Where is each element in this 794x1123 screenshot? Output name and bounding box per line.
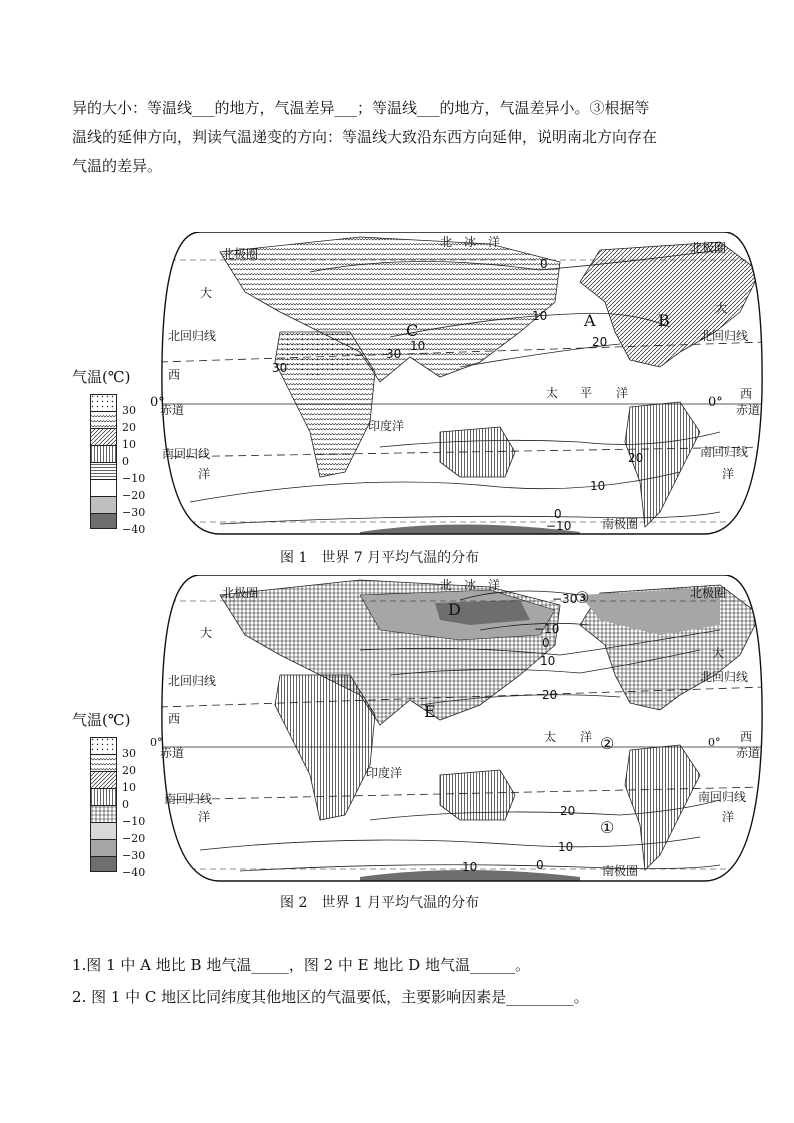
legend-title: 气温(℃) [72, 711, 131, 729]
label-point-a: A [584, 311, 596, 330]
label-ocean-left: 洋 [198, 467, 211, 481]
label-equator-left: 赤道 [160, 746, 185, 760]
label-arctic-circle-left: 北极圈 [222, 247, 259, 261]
label-arctic-circle-right: 北极圈 [690, 241, 727, 255]
isotherm-label: 0 [542, 636, 550, 650]
legend-swatch-column [90, 394, 118, 530]
legend-tick: 0 [122, 455, 129, 468]
label-atlantic-top: 大 [200, 286, 213, 300]
label-arctic-ocean: 北 冰 洋 [440, 235, 501, 249]
label-tropic-n-left: 北回归线 [168, 674, 217, 688]
label-arctic-circle-right: 北极圈 [690, 586, 727, 600]
legend-tick: −40 [122, 866, 146, 879]
label-circle-2: ② [600, 734, 615, 753]
label-tropic-s-left: 南回归线 [164, 792, 213, 806]
legend-tick: −20 [122, 832, 146, 845]
isotherm-label: 20 [560, 804, 576, 818]
world-map-july [160, 232, 766, 538]
label-point-b: B [658, 311, 670, 330]
world-map-january [160, 575, 766, 885]
isotherm-label: 0 [540, 257, 548, 271]
label-atlantic-right: 大 [712, 646, 725, 660]
label-point-e: E [424, 702, 436, 721]
legend-tick: 20 [122, 764, 136, 777]
figure-2 [72, 575, 761, 885]
isotherm-label: 0 [554, 507, 562, 521]
legend-swatches [90, 737, 118, 876]
label-degree-left: 0° [150, 736, 163, 749]
legend-tick: −20 [122, 489, 146, 502]
intro-paragraph [72, 94, 728, 181]
isotherm-label: 30 [386, 347, 402, 361]
label-degree-left: 0° [150, 395, 165, 410]
legend-tick: 0 [122, 798, 129, 811]
legend-tick: −10 [122, 815, 146, 828]
legend-tick: 10 [122, 438, 136, 451]
label-atlantic-top: 大 [200, 626, 213, 640]
legend-tick: −30 [122, 506, 146, 519]
isotherm-label: 10 [532, 309, 548, 323]
label-west-left: 西 [168, 712, 181, 726]
label-indian-ocean: 印度洋 [368, 419, 405, 433]
isotherm-label: 10 [540, 654, 556, 668]
label-atlantic-right: 大 [715, 301, 728, 315]
label-pacific-3: 洋 [616, 386, 629, 400]
label-ocean-right: 洋 [722, 810, 735, 824]
label-arctic-circle-left: 北极圈 [222, 586, 259, 600]
label-pacific-2: 洋 [580, 730, 593, 744]
label-arctic-ocean: 北 冰 洋 [440, 578, 501, 592]
intro-line-1: 异的大小：等温线___的地方，气温差异___；等温线___的地方，气温差异小。③根据等 [72, 99, 650, 117]
isotherm-label: 30 [272, 361, 288, 375]
label-pacific-1: 太 [546, 386, 559, 400]
label-point-d: D [448, 600, 461, 619]
isotherm-label: 0 [536, 858, 544, 872]
legend-tick: −10 [122, 472, 146, 485]
label-point-c: C [406, 321, 419, 340]
intro-line-2: 温线的延伸方向，判读气温递变的方向：等温线大致沿东西方向延伸，说明南北方向存在 [72, 128, 658, 146]
label-tropic-s-right: 南回归线 [700, 445, 749, 459]
label-west-right: 西 [740, 387, 753, 401]
legend-tick: −30 [122, 849, 146, 862]
isotherm-label: −10 [534, 622, 560, 636]
isotherm-label: 20 [628, 451, 644, 465]
label-equator-right: 赤道 [736, 746, 761, 760]
isotherm-label: 10 [590, 479, 606, 493]
label-indian-ocean: 印度洋 [366, 766, 403, 780]
figure-1 [72, 232, 761, 572]
label-antarctic-circle: 南极圈 [602, 517, 639, 531]
isotherm-label: 20 [592, 335, 608, 349]
label-equator-left: 赤道 [160, 403, 185, 417]
legend-tick: −40 [122, 523, 146, 536]
label-circle-1: ① [600, 818, 615, 837]
legend-tick: 30 [122, 404, 136, 417]
figure-1-caption: 图 1 世界 7 月平均气温的分布 [280, 550, 480, 566]
intro-line-3: 气温的差异。 [72, 157, 163, 175]
legend-2 [72, 709, 156, 879]
label-tropic-n-right: 北回归线 [700, 329, 749, 343]
label-tropic-s-left: 南回归线 [162, 447, 211, 461]
legend-swatch-column [90, 737, 118, 873]
isotherm-label: −30 [552, 592, 578, 606]
label-degree-right: 0° [708, 395, 723, 410]
legend-title: 气温(℃) [72, 368, 131, 386]
isotherm-label: 10 [462, 860, 478, 874]
question-1: 1.图 1 中 A 地比 B 地气温_____，图 2 中 E 地比 D 地气温______。 [72, 956, 530, 974]
label-tropic-s-right: 南回归线 [698, 790, 747, 804]
isotherm-label: 20 [542, 688, 558, 702]
legend-1 [72, 366, 156, 536]
legend-swatches [90, 394, 118, 533]
isotherm-label: 10 [410, 339, 426, 353]
label-tropic-n-right: 北回归线 [700, 670, 749, 684]
label-ocean-left: 洋 [198, 810, 211, 824]
legend-tick: 10 [122, 781, 136, 794]
label-west-right: 西 [740, 730, 753, 744]
isotherm-label: −10 [546, 519, 572, 533]
label-ocean-right: 洋 [722, 467, 735, 481]
label-west-left: 西 [168, 368, 181, 382]
label-circle-3: ③ [575, 588, 590, 607]
label-antarctic-circle: 南极圈 [602, 864, 639, 878]
isotherm-label: 10 [558, 840, 574, 854]
question-2: 2. 图 1 中 C 地区比同纬度其他地区的气温要低，主要影响因素是_________。 [72, 988, 589, 1006]
figure-2-caption: 图 2 世界 1 月平均气温的分布 [280, 895, 480, 911]
label-pacific-2: 平 [580, 386, 593, 400]
label-equator-right: 赤道 [736, 403, 761, 417]
label-pacific-1: 太 [544, 730, 557, 744]
legend-tick: 30 [122, 747, 136, 760]
label-tropic-n-left: 北回归线 [168, 329, 217, 343]
legend-tick: 20 [122, 421, 136, 434]
label-degree-right: 0° [708, 736, 721, 749]
